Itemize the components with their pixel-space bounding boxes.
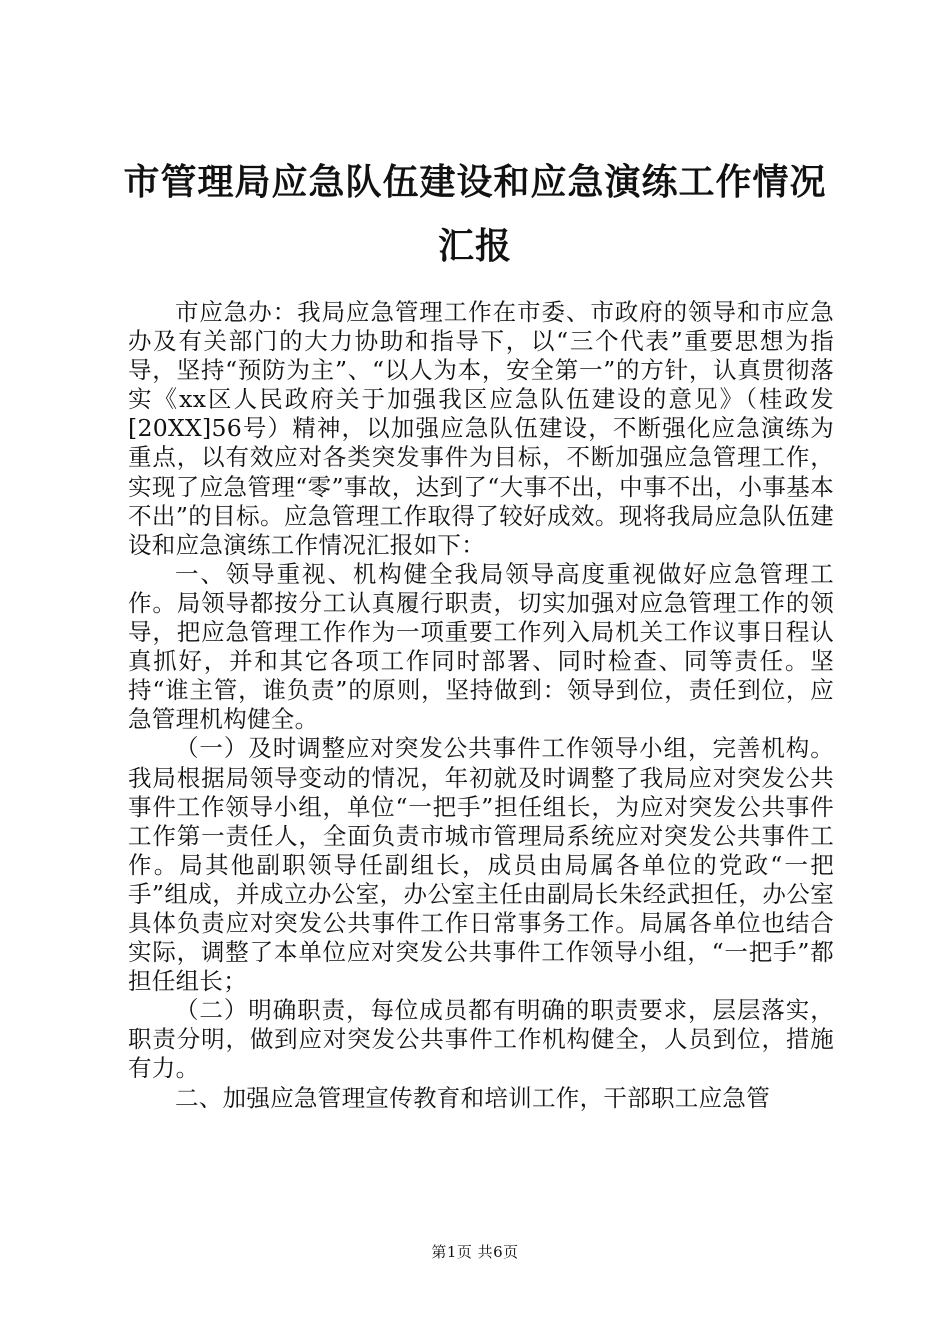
paragraph-intro: 市应急办：我局应急管理工作在市委、市政府的领导和市应急办及有关部门的大力协助和指导下，以“三个代表”重要思想为指导，坚持“预防为主”、“以人为本，安全第一”的方针，认真贯彻落实《xx区人民政府关于加强我区应急队伍建设的意见》（桂政发[20XX]56号）精神，以加强应急队伍建设，不断强化应急演练为重点，以有效应对各类突发事件为目标，不断加强应急管理工作，实现了应急管理“零”事故，达到了“大事不出，中事不出，小事基本不出”的目标。应急管理工作取得了较好成效。现将我局应急队伍建设和应急演练工作情况汇报如下：	[128, 298, 834, 559]
paragraph-section-1: 一、领导重视、机构健全我局领导高度重视做好应急管理工作。局领导都按分工认真履行职责，切实加强对应急管理工作的领导，把应急管理工作作为一项重要工作列入局机关工作议事日程认真抓好，并和其它各项工作同时部署、同时检查、同等责任。坚持“谁主管，谁负责”的原则，坚持做到：领导到位，责任到位，应急管理机构健全。	[128, 559, 834, 734]
document-body	[128, 298, 834, 1113]
paragraph-subsection-2: （二）明确职责，每位成员都有明确的职责要求，层层落实，职责分明，做到应对突发公共事件工作机构健全，人员到位，措施有力。	[128, 996, 834, 1083]
paragraph-subsection-1: （一）及时调整应对突发公共事件工作领导小组，完善机构。我局根据局领导变动的情况，年初就及时调整了我局应对突发公共事件工作领导小组，单位“一把手”担任组长，为应对突发公共事件工作第一责任人，全面负责市城市管理局系统应对突发公共事件工作。局其他副职领导任副组长，成员由局属各单位的党政“一把手”组成，并成立办公室，办公室主任由副局长朱经武担任，办公室具体负责应对突发公共事件工作日常事务工作。局属各单位也结合实际，调整了本单位应对突发公共事件工作领导小组，“一把手”都担任组长；	[128, 734, 834, 996]
paragraph-section-2: 二、加强应急管理宣传教育和培训工作，干部职工应急管	[175, 1083, 770, 1112]
document-title: 市管理局应急队伍建设和应急演练工作情况汇报	[123, 161, 827, 267]
page-number-footer: 第1页 共6页	[431, 1243, 519, 1261]
